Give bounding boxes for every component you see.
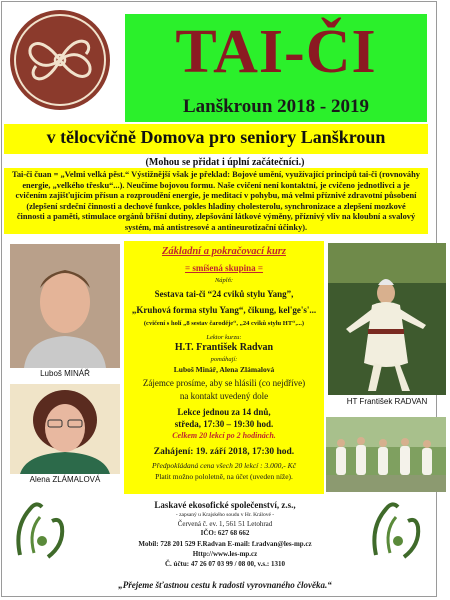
lessons-line-2: středa, 17:30 – 19:30 hod. [174, 419, 274, 429]
org-address: Červená č. ev. 1, 561 51 Letohrad [177, 520, 273, 528]
les-logo-left [12, 497, 70, 563]
org-name: Laskavé ekosofické společenství, z.s., [154, 500, 296, 510]
start-date: Zahájení: 19. září 2018, 17:30 hod. [153, 447, 295, 457]
contact-line: Mobil: 728 201 529 F.Radvan E-mail: f.radvan@les-mp.cz [138, 540, 312, 548]
title-box [125, 14, 427, 122]
lessons-line-1: Lekce jednou za 14 dnů, [177, 407, 271, 417]
photo-group [326, 417, 446, 492]
page-title: TAI-ČI [175, 18, 377, 86]
mixed-group-label: = smíšená skupina = [184, 263, 264, 273]
org-registration: - zapsaný u Krajského soudu v Hr. Králové - [175, 512, 275, 518]
payment-note: Platit možno pololetně, na účet (uveden níže). [155, 472, 293, 481]
lessons-line-3: Celkem 20 lekcí po 2 hodinách. [172, 431, 276, 440]
beginners-note: (Mohou se přidat i úplní začátečníci.) [145, 157, 305, 168]
caption-lubos: Luboš MINÁŘ [40, 369, 90, 378]
web-link[interactable]: Http://www.les-mp.cz [192, 550, 258, 558]
price: Předpokládaná cena všech 20 lekcí : 3.000,- Kč [152, 461, 296, 470]
interest-line-2: na kontakt uvedený dole [179, 391, 269, 401]
venue-banner [4, 124, 428, 154]
assistants-names: Luboš Minář, Alena Zlámalová [173, 365, 275, 374]
motto: „Přejeme šťastnou cestu k radosti vyrovnaného člověka.“ [118, 580, 332, 590]
photo-alena [10, 384, 120, 474]
content-line-2: „Kruhová forma stylu Yang“, čikung, kel'ge's'... [131, 305, 317, 315]
lecturer-label: Lektor kurzu: [206, 334, 242, 341]
assistants-label: pomáhají: [210, 356, 238, 363]
photo-radvan [328, 243, 446, 395]
caption-alena: Alena ZLÁMALOVÁ [29, 475, 101, 484]
intro-box [4, 168, 428, 234]
content-line-1: Sestava tai-či “24 cviků stylu Yang”, [154, 289, 294, 299]
les-logo-right [368, 497, 426, 563]
photo-lubos [10, 244, 120, 368]
caption-radvan: HT František RADVAN [346, 397, 428, 406]
venue-text: v tělocvičně Domova pro seniory Lanškroun [46, 127, 386, 147]
org-ico: IČO: 627 68 662 [200, 529, 250, 537]
interest-line-1: Zájemce prosíme, aby se hlásili (co nejdříve) [142, 378, 306, 388]
years-subtitle: Lanškroun 2018 - 2019 [182, 96, 369, 117]
course-heading: Základní a pokračovací kurz [162, 246, 286, 257]
bank-account: Č. účtu: 47 26 07 03 99 / 08 00, v.s.: 1310 [165, 560, 285, 568]
content-label: Náplň: [214, 277, 234, 284]
content-line-3: (cvičení s holí „8 sestav čaroděje“, „24 cviků stylu HT“,...) [143, 320, 305, 327]
course-info-box [124, 241, 324, 494]
intro-text: Tai-či čuan = „Velmi velká pěst.“ Výstižnější však je překlad: Bojové umění, využívající principů tai-či (rovnováhy energie, „velkého třesku“...). Neučíme bojovou formu. Naše cvičení není kontaktní, je cvičeno jednotlivci a je cvičením zajišťujícím přísun a rozproudění energie, je meditací v pohybu, má velmi příznivé zdravotní působení (zlepšení srdeční činnosti a dechové funkce, pokles hladiny cholesterolu, synchronizace a zlepšení mozkové činnosti a paměti, stimulace orgánů břišní dutiny, zlepšování látkové výměny, příznivý vliv na kloubní a svalový systém, má antistresové a antineurotizační účinky). [12, 170, 420, 232]
lecturer-name: H.T. František Radvan [174, 342, 274, 353]
infinity-knot-logo [8, 8, 112, 112]
